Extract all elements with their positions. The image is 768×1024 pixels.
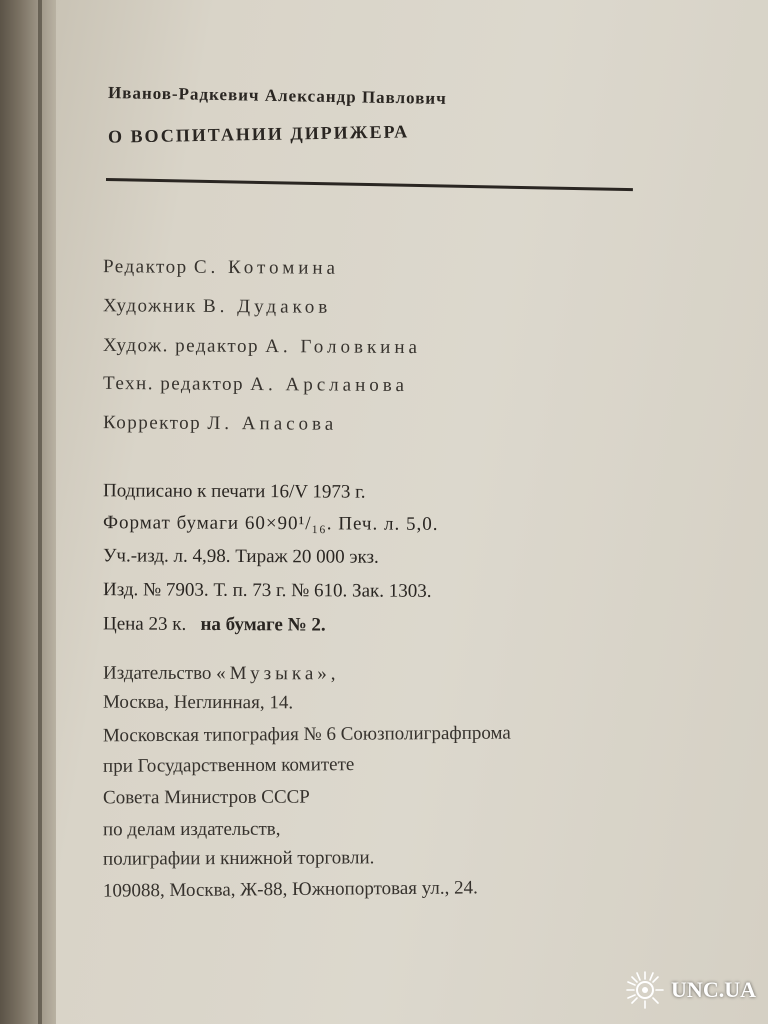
printer-line-1: Московская типография № 6 Союзполиграфпрома bbox=[102, 722, 511, 747]
publisher-label: Издательство bbox=[102, 662, 212, 684]
credit-artist bbox=[103, 295, 331, 319]
credit-role: Художник bbox=[102, 295, 197, 317]
credit-tech-editor bbox=[103, 373, 408, 397]
credit-person: Л. Апасова bbox=[207, 412, 338, 435]
imprint-paper: на бумаге № 2. bbox=[200, 613, 326, 636]
watermark bbox=[625, 970, 756, 1010]
publisher-name: «Музыка», bbox=[216, 662, 340, 685]
imprint-signed: Подписано к печати 16/V 1973 г. bbox=[102, 480, 366, 503]
watermark-text: UNC.UA bbox=[671, 977, 756, 1002]
credit-role: Худож. редактор bbox=[102, 334, 260, 357]
credit-person: В. Дудаков bbox=[202, 295, 332, 318]
sun-logo-icon bbox=[625, 970, 665, 1010]
credit-proofreader bbox=[103, 412, 337, 436]
publisher-address: Москва, Неглинная, 14. bbox=[102, 691, 294, 714]
credit-editor bbox=[103, 256, 339, 280]
imprint-format: Формат бумаги 60×90¹/₁₆. Печ. л. 5,0. bbox=[102, 512, 439, 535]
credit-art-editor bbox=[103, 335, 421, 359]
printer-line-5: полиграфии и книжной торговли. bbox=[102, 847, 375, 870]
author-name: Иванов-Радкевич Александр Павлович bbox=[107, 83, 447, 108]
printer-address: 109088, Москва, Ж-88, Южнопортовая ул., 24. bbox=[102, 877, 478, 902]
credit-role: Редактор bbox=[102, 256, 188, 278]
credit-role: Техн. редактор bbox=[102, 372, 245, 395]
publisher-line bbox=[103, 663, 340, 686]
credit-person: А. Головкина bbox=[265, 336, 422, 359]
book-title: О ВОСПИТАНИИ ДИРИЖЕРА bbox=[107, 121, 410, 147]
imprint-edition: Уч.-изд. л. 4,98. Тираж 20 000 экз. bbox=[102, 545, 379, 568]
printer-line-3: Совета Министров СССР bbox=[102, 786, 310, 809]
credit-person: А. Арсланова bbox=[250, 373, 409, 397]
imprint-price-line bbox=[103, 613, 326, 636]
page-edge-shadow bbox=[38, 0, 42, 1024]
credit-person: С. Котомина bbox=[193, 256, 340, 279]
printer-line-2: при Государственном комитете bbox=[102, 754, 355, 777]
printer-line-4: по делам издательств, bbox=[102, 818, 281, 841]
book-spine bbox=[0, 0, 60, 1024]
imprint-price: Цена 23 к. bbox=[102, 613, 187, 635]
credit-role: Корректор bbox=[102, 412, 202, 434]
imprint-numbers: Изд. № 7903. Т. п. 73 г. № 610. Зак. 1303. bbox=[102, 579, 432, 602]
